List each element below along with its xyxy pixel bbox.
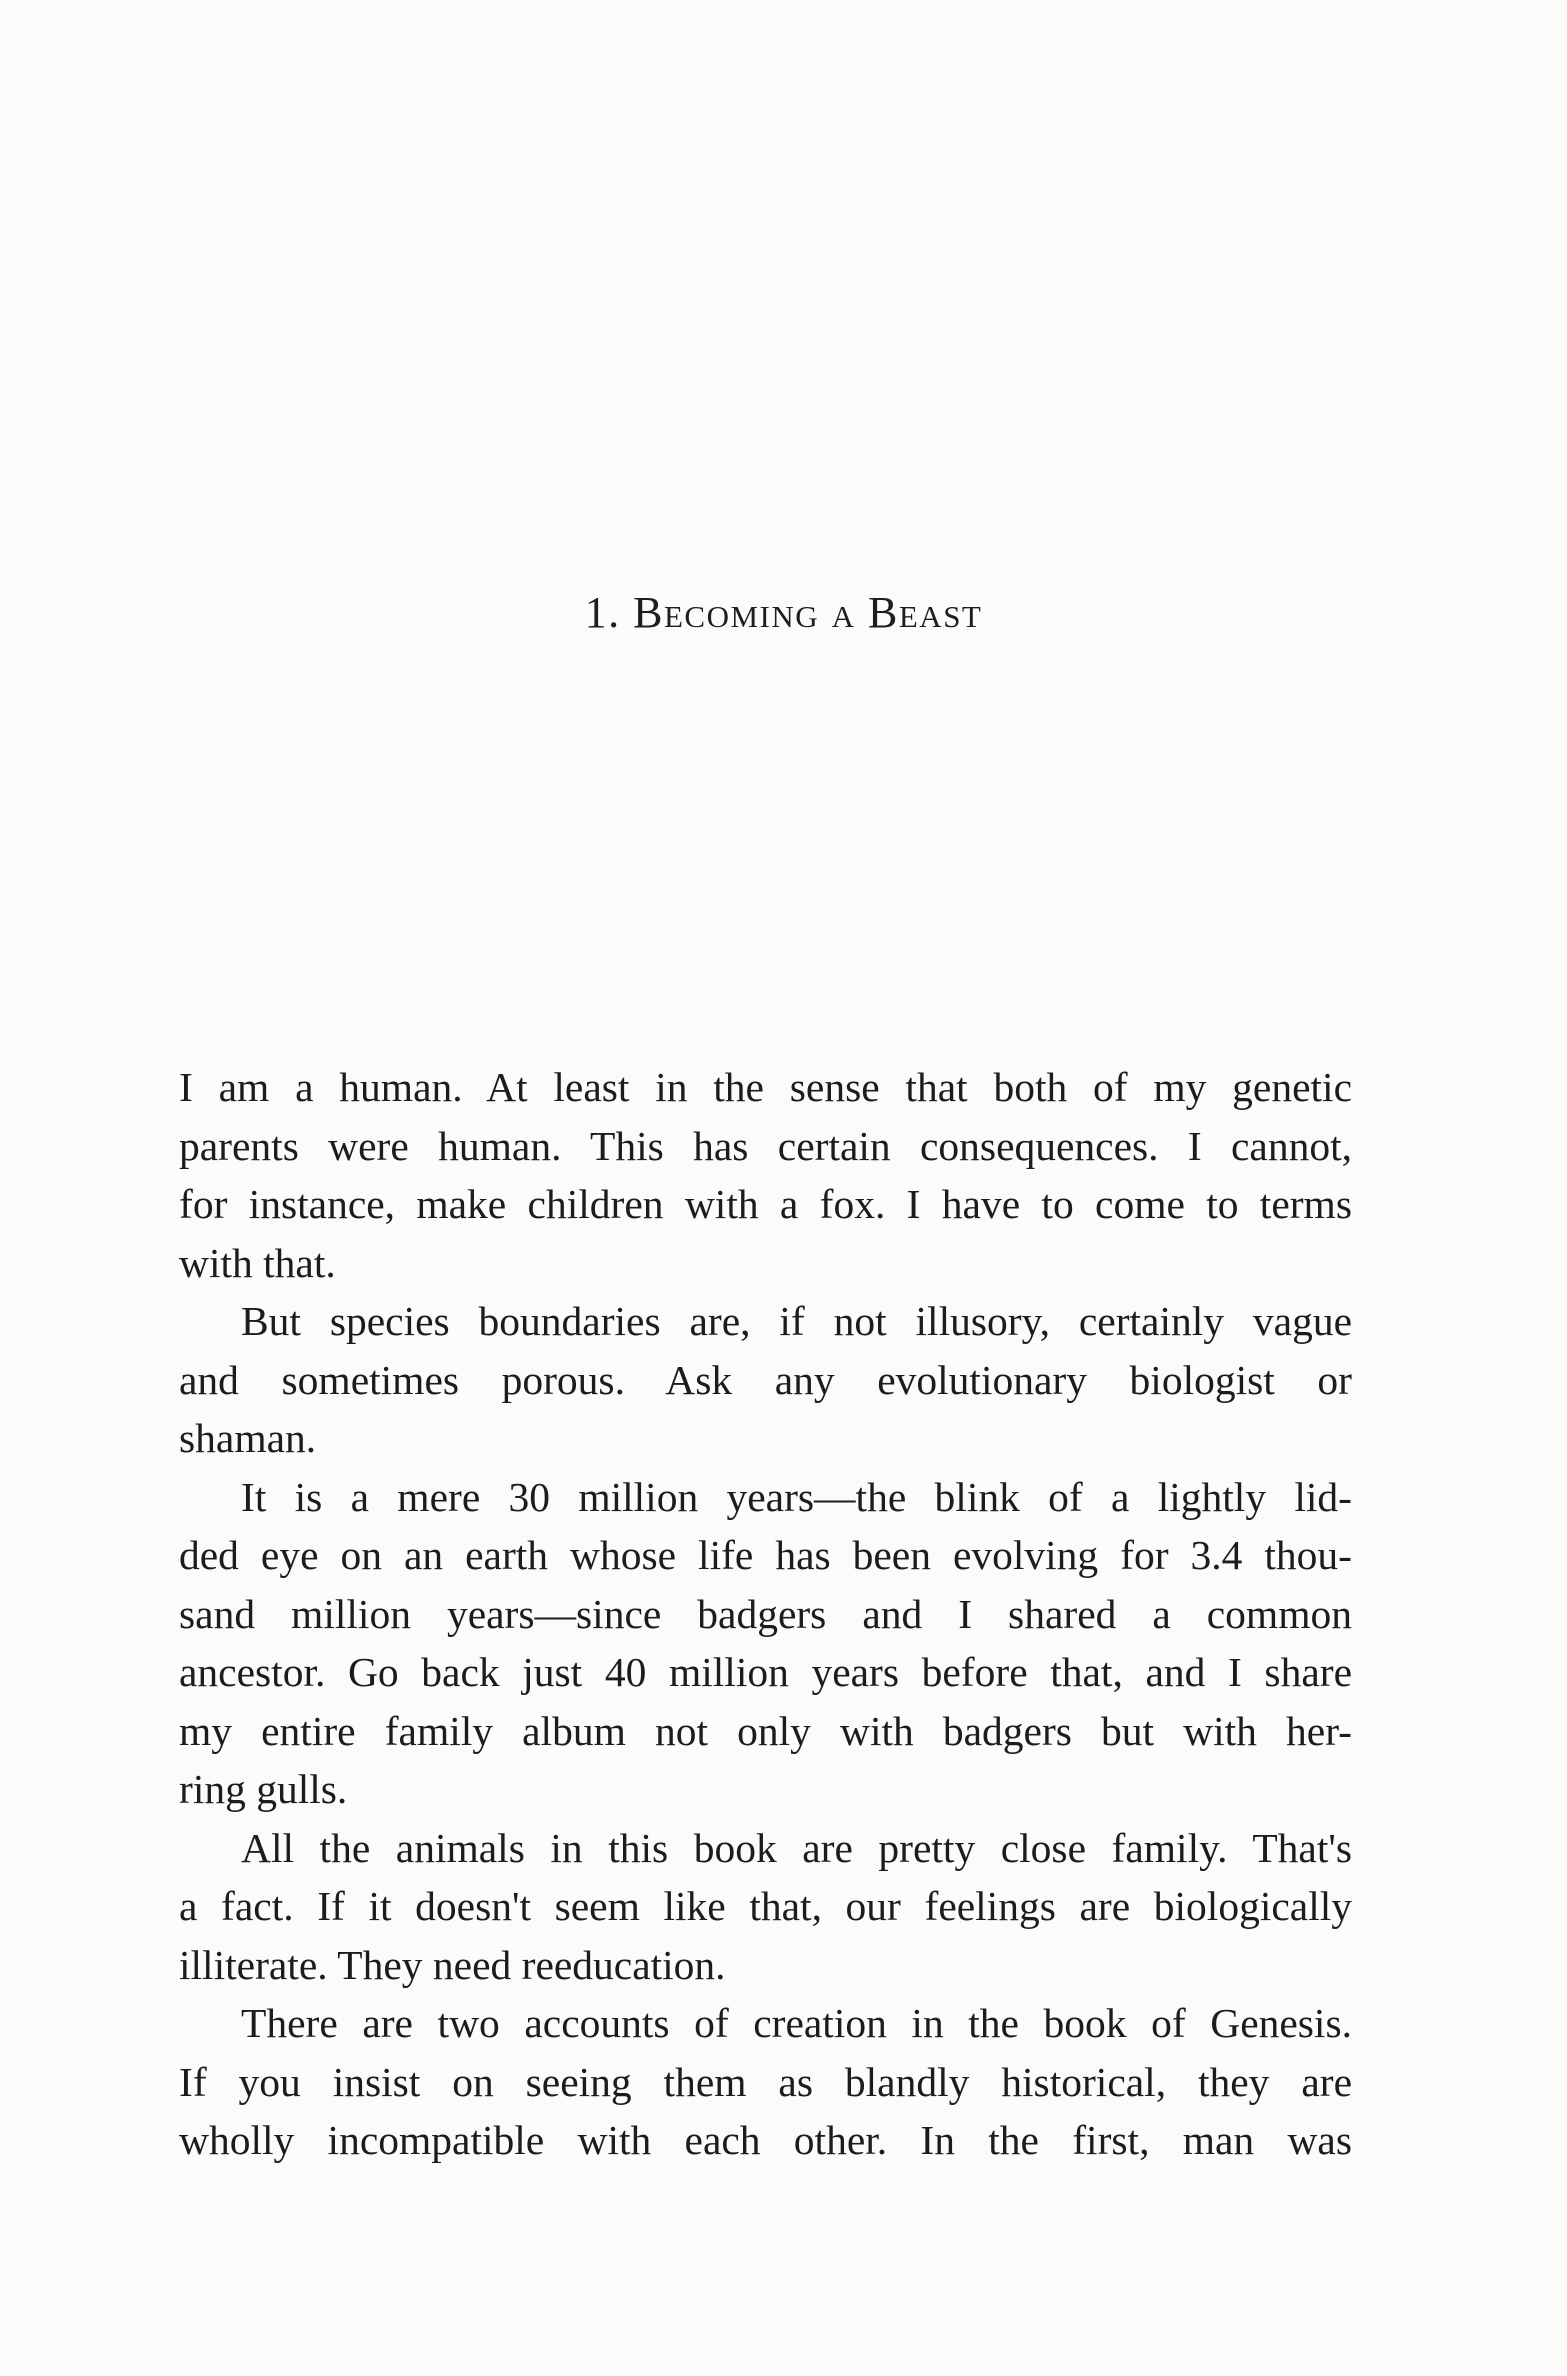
text-line: wholly incompatible with each other. In the first, man was	[179, 2117, 1352, 2163]
text-line: shaman.	[179, 1415, 317, 1461]
text-line: illiterate. They need reeducation.	[179, 1941, 726, 1988]
text-line: ded eye on an earth whose life has been evolving for 3.4 thou-	[179, 1532, 1352, 1578]
text-line: parents were human. This has certain consequences. I cannot,	[179, 1122, 1352, 1169]
text-line: There are two accounts of creation in the book of Genesis.	[241, 2000, 1352, 2046]
text-line: ancestor. Go back just 40 million years before that, and I share	[179, 1649, 1352, 1695]
text-line: I am a human. At least in the sense that both of my genetic	[179, 1064, 1352, 1110]
paragraph	[179, 1994, 1352, 2170]
text-line: It is a mere 30 million years—the blink of a lightly lid-	[241, 1473, 1352, 1520]
text-line: a fact. If it doesn't seem like that, our feelings are biologically	[179, 1883, 1352, 1929]
text-line: my entire family album not only with badgers but with her-	[179, 1707, 1352, 1754]
text-line: If you insist on seeing them as blandly historical, they are	[179, 2058, 1352, 2105]
paragraph	[179, 1058, 1352, 1292]
text-line: But species boundaries are, if not illusory, certainly vague	[241, 1298, 1352, 1344]
paragraph	[179, 1468, 1352, 1819]
text-line: sand million years—since badgers and I shared a common	[179, 1590, 1352, 1637]
text-line: ring gulls.	[179, 1766, 348, 1812]
text-line: All the animals in this book are pretty close family. That's	[241, 1824, 1352, 1871]
paragraph	[179, 1292, 1352, 1468]
text-line: with that.	[179, 1239, 336, 1286]
text-line: for instance, make children with a fox. I have to come to terms	[179, 1181, 1352, 1227]
body-text	[179, 1058, 1352, 2170]
text-line: and sometimes porous. Ask any evolutionary biologist or	[179, 1356, 1352, 1403]
chapter-title: 1. Becoming a Beast	[584, 588, 983, 637]
paragraph	[179, 1819, 1352, 1995]
